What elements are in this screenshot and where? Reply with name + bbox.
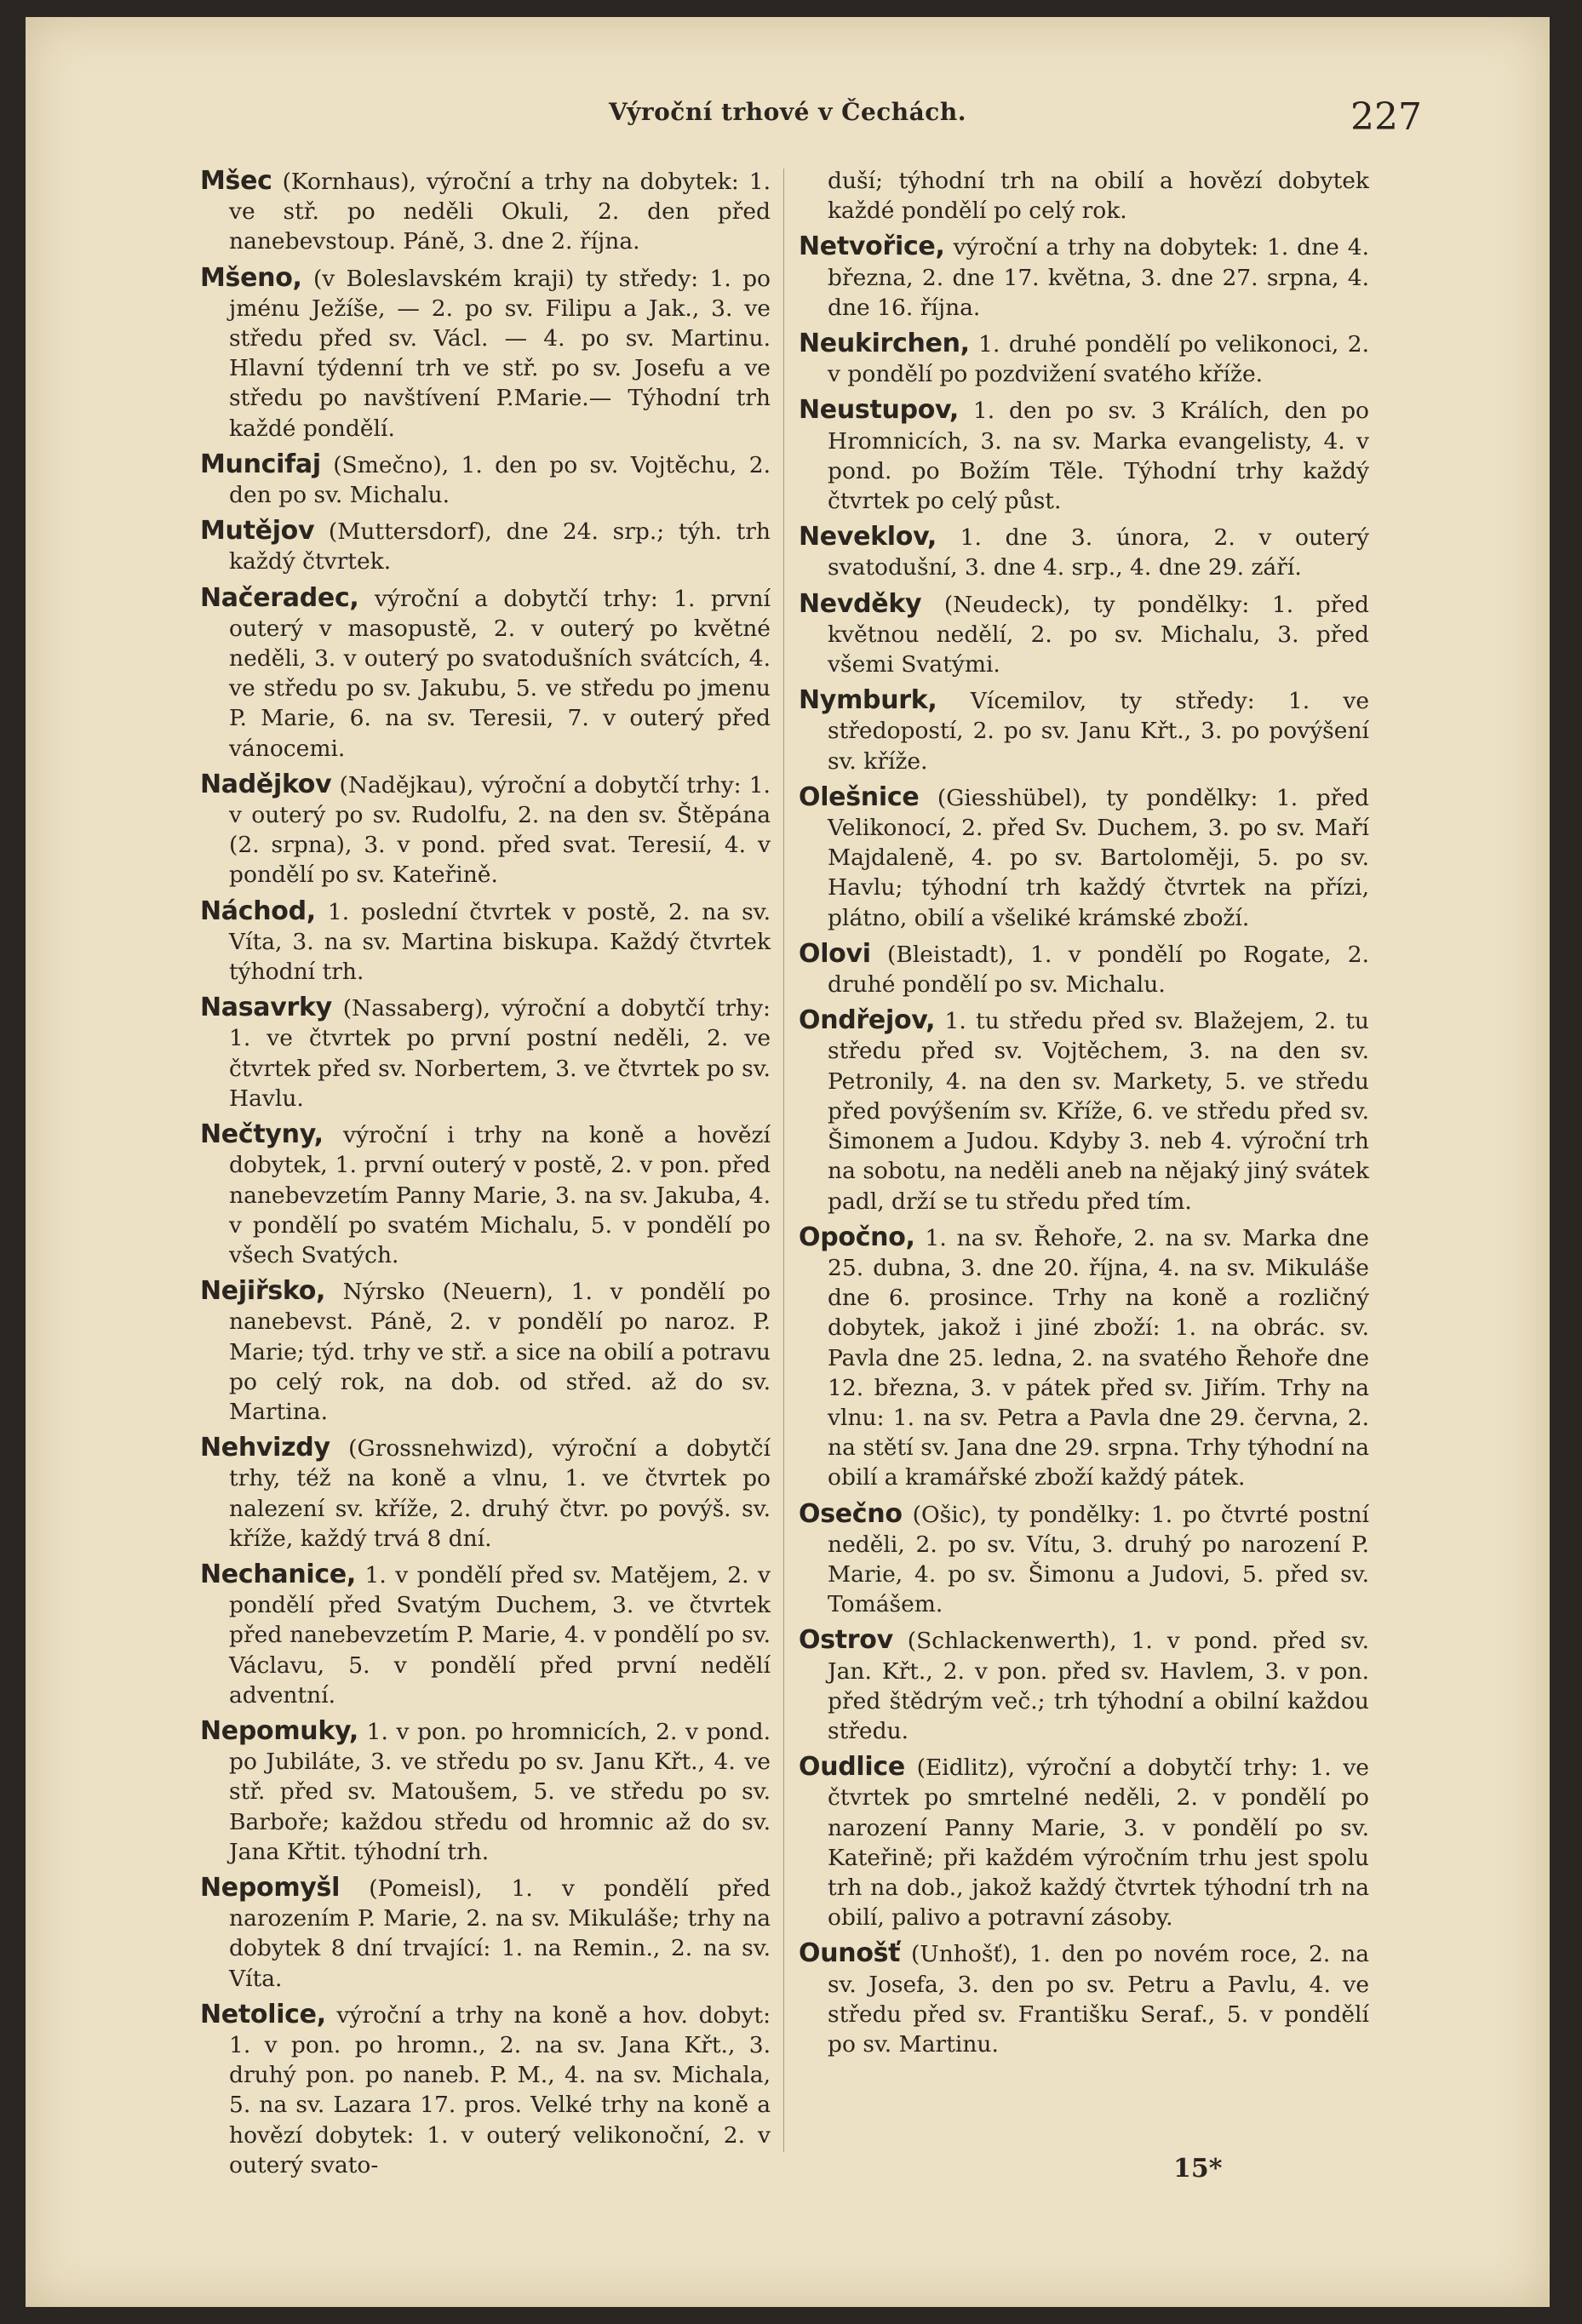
gazetteer-entry: [799, 589, 1369, 680]
entry-headword: Nechanice,: [200, 1559, 357, 1589]
entry-text: Vícemilov, ty středy: 1. ve středopostí, 2. po sv. Janu Křt., 3. po povýšení sv. kříže.: [828, 688, 1369, 775]
entry-headword: Nehvizdy: [200, 1433, 330, 1463]
entry-headword: Mšeno,: [200, 262, 302, 293]
gazetteer-entry: [200, 2000, 771, 2180]
entry-text: 1. tu středu před sv. Blažejem, 2. tu středu před sv. Vojtěchem, 3. na den sv. Petronily, 4. na den sv. Markety, 5. ve středu před povýšením sv. Kříže, 6. ve středu před sv. Šimonem a Judou. Kdyby 3. neb 4. výroční trh na sobotu, na neděli aneb na nějaký jiný svátek padl, drží se tu středu před tím.: [828, 1008, 1369, 1215]
gazetteer-entry: [200, 993, 771, 1113]
gazetteer-entry: [799, 1752, 1369, 1932]
entry-text: (Muttersdorf), dne 24. srp.; týh. trh každý čtvrtek.: [229, 518, 771, 575]
gazetteer-entry: [799, 685, 1369, 776]
entry-text: (Smečno), 1. den po sv. Vojtěchu, 2. den po sv. Michalu.: [229, 451, 771, 509]
entry-headword: Opočno,: [799, 1222, 915, 1252]
left-column: [200, 166, 771, 2186]
entry-text: 1. druhé pondělí po velikonoci, 2. v pondělí po pozdvižení svatého kříže.: [828, 331, 1369, 388]
entry-headword: Netvořice,: [799, 232, 945, 262]
gazetteer-entry: [200, 1276, 771, 1427]
entry-text: (Ošic), ty pondělky: 1. po čtvrté postní neděli, 2. po sv. Vítu, 3. druhý po narození P. Marie, 4. po sv. Šimonu a Judovi, 5. před sv. Tomášem.: [828, 1501, 1369, 1618]
entry-text: (Giesshübel), ty pondělky: 1. před Velikonocí, 2. před Sv. Duchem, 3. po sv. Maří Majdaleně, 4. po sv. Bartoloměji, 5. po sv. Havlu; týhodní trh každý čtvrtek na přízi, plátno, obilí a všeliké krámské zboží.: [828, 784, 1369, 931]
entry-headword: Nasavrky: [200, 993, 332, 1023]
entry-text: (Unhošť), 1. den po novém roce, 2. na sv. Josefa, 3. den po sv. Petru a Pavlu, 4. ve středu před sv. Františku Seraf., 5. v pondělí po sv. Martinu.: [828, 1941, 1369, 2058]
entry-headword: Ondřejov,: [799, 1005, 936, 1036]
entry-headword: Nepomuky,: [200, 1715, 359, 1746]
entry-text: výroční i trhy na koně a hovězí dobytek, 1. první outerý v postě, 2. v pon. před nanebevzetím Panny Marie, 3. na sv. Jakuba, 4. v pondělí po svatém Michalu, 5. v pondělí po všech Svatých.: [229, 1122, 771, 1268]
gazetteer-entry: [799, 1938, 1369, 2059]
entry-text: (Eidlitz), výroční a dobytčí trhy: 1. ve čtvrtek po smrtelné neděli, 2. v pondělí po narození Panny Marie, 3. v pondělí po sv. Kateřině; při každém výročním trhu jest spolu trh na dob., jakož každý čtvrtek týhodní trh na obilí, palivo a potravní zásoby.: [828, 1754, 1369, 1932]
gazetteer-entry: [200, 1433, 771, 1554]
entry-text: výroční a trhy na dobytek: 1. dne 4. března, 2. dne 17. května, 3. dne 27. srpna, 4. dne 16. října.: [828, 234, 1369, 321]
right-column: [799, 166, 1369, 2065]
entry-headword: Nejiřsko,: [200, 1276, 326, 1307]
entry-headword: Netolice,: [200, 1999, 326, 2029]
entry-text: duší; týhodní trh na obilí a hovězí dobytek každé pondělí po celý rok.: [828, 168, 1369, 225]
entry-text: (Pomeisl), 1. v pondělí před narozením P. Marie, 2. na sv. Mikuláše; trhy na dobytek 8 dní trvající: 1. na Remin., 2. na sv. Víta.: [229, 1875, 771, 1992]
entry-text: (Kornhaus), výroční a trhy na dobytek: 1. ve stř. po neděli Okuli, 2. den před nanebevstoup. Páně, 3. dne 2. října.: [229, 169, 771, 255]
entry-headword: Ostrov: [799, 1625, 893, 1656]
entry-text: (Nadějkau), výroční a dobytčí trhy: 1. v outerý po sv. Rudolfu, 2. na den sv. Štěpána (2. srpna), 3. v pond. před svat. Teresií, 4. v pondělí po sv. Kateřině.: [229, 771, 771, 889]
gazetteer-entry: [200, 1716, 771, 1867]
entry-headword: Ounošť: [799, 1938, 901, 1969]
column-divider: [783, 169, 784, 2152]
entry-headword: Osečno: [799, 1498, 903, 1529]
entry-headword: Nepomyšl: [200, 1872, 341, 1903]
entry-text: 1. v pondělí před sv. Matějem, 2. v pondělí před Svatým Duchem, 3. ve čtvrtek před nanebevzetím P. Marie, 4. v pondělí po sv. Václavu, 5. v pondělí před první nedělí adventní.: [229, 1561, 771, 1709]
entry-headword: Olešnice: [799, 781, 920, 812]
gazetteer-entry: [200, 896, 771, 987]
running-title: Výroční trhové v Čechách.: [609, 98, 966, 126]
entry-headword: Oudlice: [799, 1752, 905, 1783]
gazetteer-entry: [799, 329, 1369, 389]
entry-text: 1. dne 3. února, 2. v outerý svatodušní, 3. dne 4. srp., 4. dne 29. září.: [828, 524, 1369, 581]
gazetteer-entry: [200, 166, 771, 257]
entry-text: (Neudeck), ty pondělky: 1. před květnou nedělí, 2. po sv. Michalu, 3. před všemi Svatými.: [828, 591, 1369, 678]
gazetteer-entry: [799, 522, 1369, 582]
entry-headword: Neukirchen,: [799, 329, 970, 359]
entry-headword: Nadějkov: [200, 769, 332, 799]
gazetteer-entry: [200, 516, 771, 576]
entry-headword: Nevděky: [799, 588, 922, 619]
gazetteer-entry: [799, 939, 1369, 999]
entry-headword: Náchod,: [200, 896, 316, 926]
entry-headword: Mšec: [200, 166, 272, 196]
gazetteer-entry: [200, 1119, 771, 1270]
entry-text: (Grossnehwizd), výroční a dobytčí trhy, též na koně a vlnu, 1. ve čtvrtek po nalezení sv. kříže, 2. druhý čtvr. po povýš. sv. kříže, každý trvá 8 dní.: [229, 1435, 771, 1552]
entry-headword: Olovi: [799, 938, 871, 969]
entry-text: (Nassaberg), výroční a dobytčí trhy: 1. ve čtvrtek po první postní neděli, 2. ve čtvrtek před sv. Norbertem, 3. ve čtvrtek po sv. Havlu.: [229, 995, 771, 1112]
gazetteer-entry: [799, 782, 1369, 933]
entry-headword: Nymburk,: [799, 685, 937, 716]
gazetteer-entry: [200, 1560, 771, 1710]
gazetteer-entry: [799, 1222, 1369, 1493]
entry-headword: Neveklov,: [799, 522, 937, 552]
gazetteer-entry: [799, 1625, 1369, 1746]
gazetteer-entry: [799, 1005, 1369, 1216]
entry-text: (Schlackenwerth), 1. v pond. před sv. Jan. Křt., 2. v pon. před sv. Havlem, 3. v pon. před štědrým več.; trh týhodní a obilní každou středu.: [828, 1628, 1369, 1744]
entry-text: (Bleistadt), 1. v pondělí po Rogate, 2. druhé pondělí po sv. Michalu.: [828, 941, 1369, 999]
entry-text: 1. poslední čtvrtek v postě, 2. na sv. Víta, 3. na sv. Martina biskupa. Každý čtvrtek týhodní trh.: [229, 898, 771, 986]
entry-headword: Mutějov: [200, 516, 315, 547]
entry-headword: Muncifaj: [200, 449, 321, 479]
signature-mark: 15*: [1173, 2154, 1223, 2184]
entry-text: výroční a trhy na koně a hov. dobyt: 1. v pon. po hromn., 2. na sv. Jana Křt., 3. druhý pon. po naneb. P. M., 4. na sv. Michala, 5. na sv. Lazara 17. pros. Velké trhy na koně a hovězí dobytek: 1. v outerý velikonoční, 2. v outerý svato-: [229, 2001, 771, 2178]
entry-text: výroční a dobytčí trhy: 1. první outerý v masopustě, 2. v outerý po květné neděli, 3. v outerý po svatodušních svátcích, 4. ve středu po sv. Jakubu, 5. ve středu po jmenu P. Marie, 6. na sv. Teresii, 7. v outerý před vánocemi.: [229, 585, 771, 762]
gazetteer-entry: [200, 263, 771, 444]
gazetteer-entry: [200, 449, 771, 510]
entry-headword: Nečtyny,: [200, 1119, 324, 1150]
entry-text: 1. na sv. Řehoře, 2. na sv. Marka dne 25. dubna, 3. dne 20. října, 4. na sv. Mikuláše dne 6. prosince. Trhy na koně a rozličný dobytek, jakož i jiné zboží: 1. na obrác. sv. Pavla dne 25. ledna, 2. na svatého Řehoře dne 12. března, 3. v pátek před sv. Jiřím. Trhy na vlnu: 1. na sv. Petra a Pavla dne 29. června, 2. na stětí sv. Jana dne 29. srpna. Trhy týhodní na obilí a kramářské zboží každý pátek.: [828, 1224, 1369, 1491]
entry-text: 1. den po sv. 3 Králích, den po Hromnicích, 3. na sv. Marka evangelisty, 4. v pond. po Božím Těle. Týhodní trhy každý čtvrtek po celý půst.: [828, 398, 1369, 515]
entry-text: 1. v pon. po hromnicích, 2. v pond. po Jubiláte, 3. ve středu po sv. Janu Křt., 4. ve stř. před sv. Matoušem, 5. ve středu po sv. Barboře; každou středu od hromnic až do sv. Jana Křtit. týhodní trh.: [229, 1718, 771, 1865]
gazetteer-entry: [200, 1873, 771, 1994]
gazetteer-entry: [200, 583, 771, 764]
page-number: 227: [1350, 95, 1422, 139]
entry-headword: Načeradec,: [200, 582, 359, 613]
gazetteer-entry: [799, 1499, 1369, 1620]
gazetteer-entry: [200, 770, 771, 890]
gazetteer-entry: [799, 166, 1369, 226]
entry-headword: Neustupov,: [799, 395, 959, 426]
book-page: [26, 17, 1550, 2307]
entry-text: Nýrsko (Neuern), 1. v pondělí po nanebevst. Páně, 2. v pondělí po naroz. P. Marie; týd. trhy ve stř. a sice na obilí a potravu po celý rok, na dob. od střed. až do sv. Martina.: [229, 1279, 771, 1425]
gazetteer-entry: [799, 395, 1369, 516]
entry-text: (v Boleslavském kraji) ty středy: 1. po jménu Ježíše, — 2. po sv. Filipu a Jak., 3. ve středu před sv. Václ. — 4. po sv. Martinu. Hlavní týdenní trh ve stř. po sv. Josefu a ve středu po navštívení P.Marie.— Týhodní trh každé pondělí.: [229, 265, 771, 442]
gazetteer-entry: [799, 232, 1369, 323]
